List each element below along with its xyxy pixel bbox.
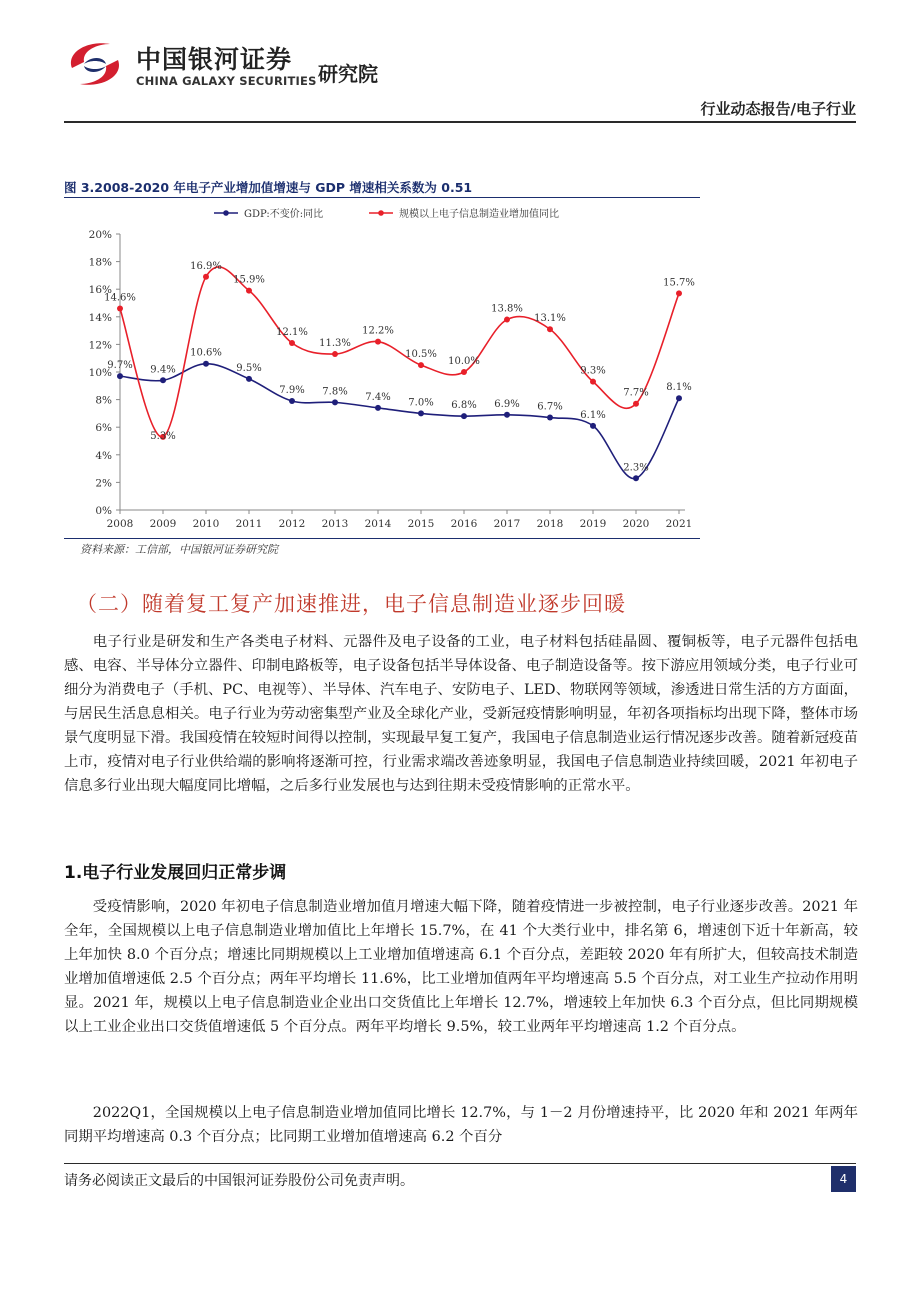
y-tick-label: 6% — [95, 422, 112, 435]
data-label: 16.9% — [190, 260, 222, 272]
legend-label: 规模以上电子信息制造业增加值同比 — [399, 209, 559, 220]
chart-legend — [214, 207, 559, 220]
data-point — [160, 377, 166, 383]
institute-name: 研究院 — [318, 62, 378, 86]
x-tick-label: 2014 — [364, 518, 392, 530]
y-tick-label: 18% — [88, 256, 112, 269]
data-label: 5.3% — [150, 430, 176, 442]
data-point — [375, 339, 381, 345]
data-point — [203, 361, 209, 367]
body-paragraph-1: 电子行业是研发和生产各类电子材料、元器件及电子设备的工业，电子材料包括硅晶圆、覆铜板等，电子元器件包括电感、电容、半导体分立器件、印制电路板等，电子设备包括半导体设备、电子制造设备等。按下游应用领域分类，电子行业可细分为消费电子（手机、PC、电视等）、半导体、汽车电子、安防电子、LED、物联网等领域，渗透进日常生活的方方面面，与居民生活息息相关。电子行业为劳动密集型产业及全球化产业，受新冠疫情影响明显，年初各项指标均出现下降，整体市场景气度明显下滑。我国疫情在较短时间得以控制，实现最早复工复产，我国电子信息制造业运行情况逐步改善。随着新冠疫苗上市，疫情对电子行业供给端的影响将逐渐可控，行业需求端改善迹象明显，我国电子信息制造业持续回暖，2021 年初电子信息多行业出现大幅度同比增幅，之后多行业发展也与达到往期未受疫情影响的正常水平。 — [64, 634, 858, 794]
data-point — [633, 401, 639, 407]
figure-caption: 图 3.2008-2020 年电子产业增加值增速与 GDP 增速相关系数为 0.51 — [64, 180, 473, 195]
y-tick-label: 16% — [88, 284, 112, 297]
data-point — [246, 376, 252, 382]
data-label: 7.0% — [408, 397, 434, 409]
data-label: 15.9% — [233, 274, 265, 286]
data-point — [203, 274, 209, 280]
data-label: 15.7% — [663, 277, 695, 289]
data-label: 6.7% — [537, 401, 563, 413]
chart-plot — [104, 261, 695, 481]
x-tick-label: 2015 — [407, 518, 435, 530]
y-tick-label: 4% — [95, 449, 112, 462]
x-tick-label: 2019 — [579, 518, 607, 530]
data-label: 10.6% — [190, 347, 222, 359]
footer-divider — [64, 1163, 856, 1164]
data-point — [633, 475, 639, 481]
y-tick-label: 20% — [88, 229, 112, 241]
subsection-title: 1.电子行业发展回归正常步调 — [64, 863, 287, 883]
data-label: 13.1% — [534, 313, 566, 325]
data-label: 10.5% — [405, 349, 437, 361]
data-point — [332, 399, 338, 405]
y-tick-label: 14% — [88, 311, 112, 324]
legend-marker — [378, 210, 384, 216]
header-divider — [64, 121, 856, 123]
body-paragraph-3: 2022Q1，全国规模以上电子信息制造业增加值同比增长 12.7%，与 1－2 月份增速持平，比 2020 年和 2021 年两年同期平均增速高 0.3 个百分点；比同期工业增加值增速高 6.2 个百分 — [64, 1105, 858, 1145]
report-type: 行业动态报告/电子行业 — [700, 100, 856, 118]
data-point — [289, 340, 295, 346]
y-tick-label: 0% — [95, 505, 112, 517]
data-label: 12.1% — [276, 327, 308, 339]
data-point — [504, 412, 510, 418]
data-label: 7.9% — [279, 384, 305, 396]
data-label: 7.4% — [365, 391, 391, 403]
section-title: （二）随着复工复产加速推进，电子信息制造业逐步回暖 — [76, 592, 626, 616]
figure-source: 资料来源：工信部，中国银河证券研究院 — [80, 543, 278, 556]
data-point — [332, 351, 338, 357]
x-tick-label: 2016 — [450, 518, 478, 530]
data-label: 13.8% — [491, 303, 523, 315]
data-label: 11.3% — [319, 338, 351, 350]
body-paragraph-2: 受疫情影响，2020 年初电子信息制造业增加值月增速大幅下降，随着疫情进一步被控制，电子行业逐步改善。2021 年全年，全国规模以上电子信息制造业增加值比上年增长 15.7%，在 41 个大类行业中，排名第 6，增速创下近十年新高，较上年加快 8.0 个百分点；增速比同期规模以上工业增加值增速高 6.1 个百分点，差距较 2020 年有所扩大，但较高技术制造业增加值增速低 2.5 个百分点；两年平均增长 11.6%，比工业增加值两年平均增速高 5.5 个百分点，对工业生产拉动作用明显。2021 年，规模以上电子信息制造业企业出口交货值比上年增长 12.7%，增速较上年加快 6.3 个百分点，但比同期规模以上工业企业出口交货值增速低 5 个百分点。两年平均增长 9.5%，较工业两年平均增速高 1.2 个百分点。 — [64, 899, 858, 1035]
data-label: 6.1% — [580, 409, 606, 421]
x-tick-label: 2020 — [622, 518, 650, 530]
y-tick-label: 12% — [88, 339, 112, 352]
page-number: 4 — [831, 1166, 856, 1192]
y-tick-label: 2% — [95, 477, 112, 490]
chart-axes — [89, 229, 693, 530]
data-label: 12.2% — [362, 325, 394, 337]
data-label: 14.6% — [104, 292, 136, 304]
data-label: 10.0% — [448, 356, 480, 367]
data-point — [590, 379, 596, 385]
x-tick-label: 2009 — [149, 518, 177, 530]
data-point — [289, 398, 295, 404]
galaxy-logo-icon — [60, 38, 130, 90]
data-point — [461, 369, 467, 375]
x-tick-label: 2010 — [192, 518, 220, 530]
x-tick-label: 2017 — [493, 518, 521, 530]
data-label: 9.5% — [236, 362, 262, 374]
data-label: 7.7% — [623, 387, 649, 399]
logo-chinese-name: 中国银河证券 — [136, 45, 293, 74]
data-point — [590, 423, 596, 429]
data-point — [676, 290, 682, 296]
y-tick-label: 8% — [95, 394, 112, 407]
data-label: 6.9% — [494, 398, 520, 410]
x-tick-label: 2021 — [665, 518, 693, 530]
x-tick-label: 2012 — [278, 518, 306, 530]
line-chart — [64, 198, 700, 536]
data-point — [504, 317, 510, 323]
legend-marker — [223, 210, 229, 216]
y-tick-label: 10% — [88, 367, 112, 379]
data-point — [117, 306, 123, 312]
data-point — [246, 288, 252, 294]
data-point — [547, 326, 553, 332]
data-point — [461, 413, 467, 419]
data-label: 7.8% — [322, 386, 348, 398]
x-tick-label: 2013 — [321, 518, 349, 530]
data-point — [418, 410, 424, 416]
data-label: 6.8% — [451, 400, 477, 412]
data-label: 9.7% — [107, 360, 133, 372]
data-label: 9.3% — [580, 365, 606, 377]
data-point — [375, 405, 381, 411]
x-tick-label: 2018 — [536, 518, 564, 530]
x-tick-label: 2008 — [106, 518, 134, 530]
data-label: 9.4% — [150, 364, 176, 376]
data-label: 8.1% — [666, 382, 692, 394]
legend-label: GDP:不变价:同比 — [244, 209, 324, 220]
data-point — [418, 362, 424, 368]
data-point — [547, 415, 553, 421]
data-point — [117, 373, 123, 379]
footer-disclaimer: 请务必阅读正文最后的中国银河证券股份公司免责声明。 — [64, 1173, 414, 1189]
figure-bottom-rule — [64, 538, 700, 539]
data-point — [676, 395, 682, 401]
logo-english-name: CHINA GALAXY SECURITIES — [136, 74, 317, 88]
data-label: 2.3% — [623, 462, 649, 474]
x-tick-label: 2011 — [235, 518, 263, 530]
